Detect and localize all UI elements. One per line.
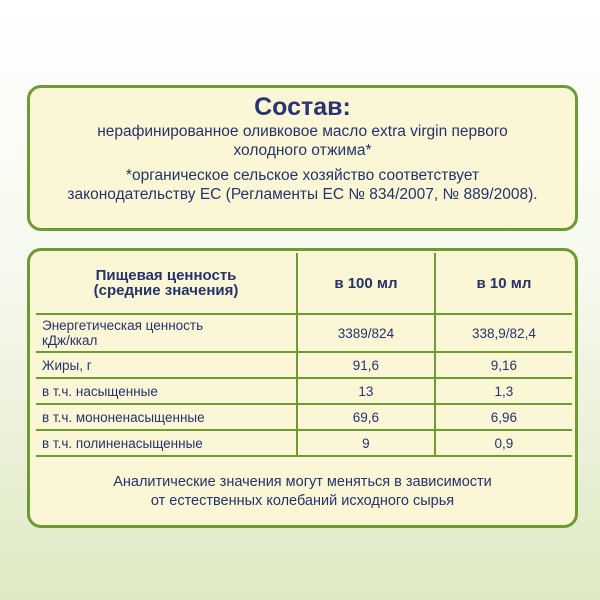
value-100ml: 13 (297, 378, 435, 404)
organic-note-line-1: *органическое сельское хозяйство соответствует (125, 167, 480, 184)
header-label-line-2: (средние значения) (93, 282, 239, 299)
row-label: в т.ч. мононенасыщенные (36, 404, 297, 430)
composition-panel (27, 85, 578, 231)
value-10ml: 9,16 (435, 352, 572, 378)
value-100ml: 69,6 (297, 404, 435, 430)
value-10ml: 338,9/82,4 (435, 314, 572, 352)
composition-text-line-1: нерафинированное оливковое масло extra virgin первого (97, 123, 508, 140)
table-row (36, 378, 572, 404)
note-line-2: от естественных колебаний исходного сырья (150, 493, 455, 509)
table-row (36, 404, 572, 430)
analytical-values-note (30, 473, 575, 511)
composition-title: Состав: (254, 93, 351, 121)
note-line-1: Аналитические значения могут меняться в зависимости (113, 474, 492, 490)
row-label: Жиры, г (36, 352, 297, 378)
row-label (36, 314, 297, 352)
table-row (36, 430, 572, 456)
table-row (36, 352, 572, 378)
row-label-line-1: Энергетическая ценность (42, 318, 204, 333)
header-label-line-1: Пищевая ценность (95, 267, 237, 284)
header-col-10ml: в 10 мл (435, 253, 572, 314)
value-100ml: 9 (297, 430, 435, 456)
table-header-row (36, 253, 572, 314)
value-10ml: 0,9 (435, 430, 572, 456)
nutrition-table (36, 253, 572, 457)
nutrition-panel (27, 248, 578, 528)
organic-note-line-2: законодательству ЕС (Регламенты ЕС № 834/2007, № 889/2008). (67, 186, 538, 203)
header-label-cell (36, 253, 297, 314)
value-100ml: 3389/824 (297, 314, 435, 352)
row-label: в т.ч. полиненасыщенные (36, 430, 297, 456)
value-10ml: 6,96 (435, 404, 572, 430)
value-10ml: 1,3 (435, 378, 572, 404)
value-100ml: 91,6 (297, 352, 435, 378)
row-label: в т.ч. насыщенные (36, 378, 297, 404)
header-col-100ml: в 100 мл (297, 253, 435, 314)
table-row (36, 314, 572, 352)
composition-text-line-2: холодного отжима* (233, 142, 372, 159)
row-label-line-2: кДж/ккал (42, 333, 98, 348)
